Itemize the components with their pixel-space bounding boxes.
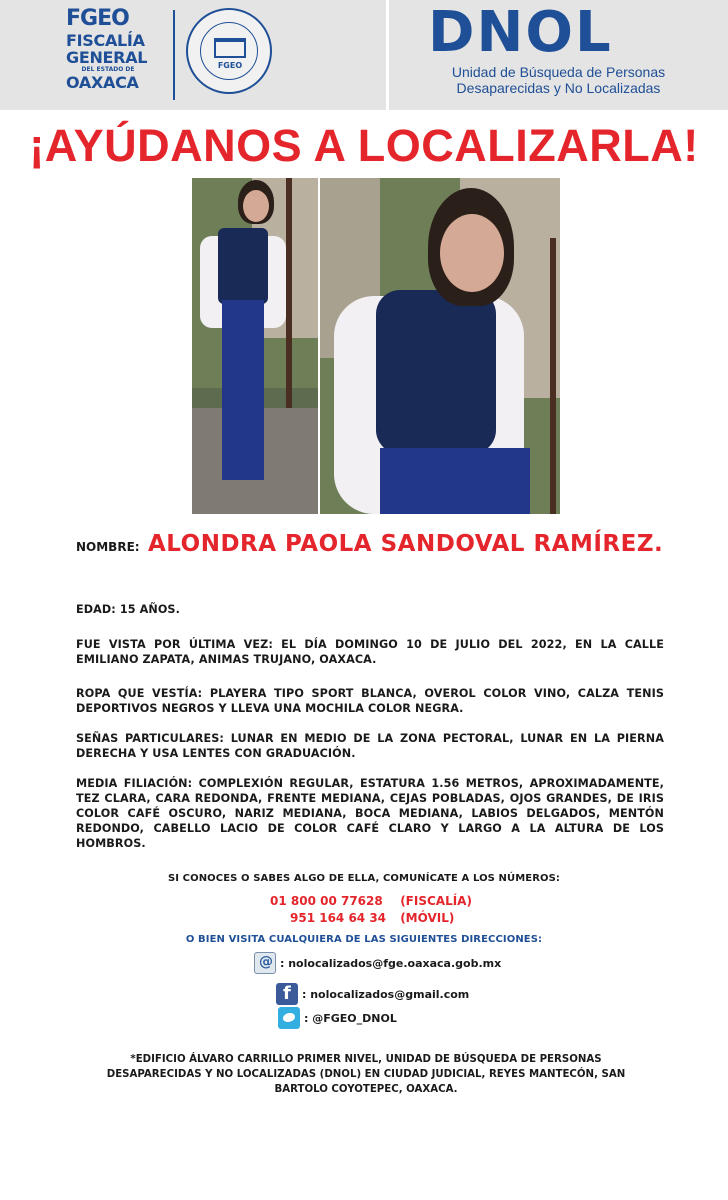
fgeo-line-oaxaca: OAXACA (66, 73, 139, 92)
contact-email-fge-text[interactable]: : nolocalizados@fge.oaxaca.gob.mx (280, 956, 502, 970)
description-text: MEDIA FILIACIÓN: COMPLEXIÓN REGULAR, ESTATURA 1.56 METROS, APROXIMADAMENTE, TEZ CLARA, CARA REDONDA, FRENTE MEDIANA, CEJAS POBLADAS, OJOS GRANDES, DE IRIS COLOR CAFÉ OSCURO, NARIZ MEDIANA, BOCA MEDIANA, LABIOS DELGADOS, MENTÓN REDONDO, CABELLO LACIO DE COLOR CAFÉ CLARO Y LARGO A LA ALTURA DE LOS HOMBROS. (76, 777, 664, 850)
contact-intro: SI CONOCES O SABES ALGO DE ELLA, COMUNÍCATE A LOS NÚMEROS: (167, 873, 561, 884)
dnol-subtitle-line1: Unidad de Búsqueda de Personas (451, 64, 666, 80)
facebook-icon (276, 983, 298, 1005)
phone-number[interactable]: 01 800 00 77628 (270, 894, 383, 908)
phone-label: (FISCALÍA) (400, 894, 472, 908)
name-label: NOMBRE: (76, 540, 140, 554)
phone-row-movil (270, 910, 570, 927)
fgeo-logo-text: FGEO (66, 5, 129, 31)
twitter-icon (278, 1007, 300, 1029)
age-text: EDAD: 15 AÑOS. (76, 603, 180, 616)
seal-building-icon (214, 38, 246, 58)
fgeo-logo (66, 4, 166, 32)
phone-list (270, 893, 570, 927)
phone-number[interactable]: 951 164 64 34 (290, 911, 387, 925)
last-seen-text: FUE VISTA POR ÚLTIMA VEZ: EL DÍA DOMINGO 10 DE JULIO DEL 2022, EN LA CALLE EMILIANO ZAPATA, ANIMAS TRUJANO, OAXACA. (76, 638, 664, 666)
clothing-text: ROPA QUE VESTÍA: PLAYERA TIPO SPORT BLANCA, OVEROL COLOR VINO, CALZA TENIS DEPORTIVOS NEGROS Y LLEVA UNA MOCHILA COLOR NEGRA. (76, 687, 664, 715)
visit-intro: O BIEN VISITA CUALQUIERA DE LAS SIGUIENTES DIRECCIONES: (185, 934, 543, 945)
contact-facebook-text[interactable]: : nolocalizados@gmail.com (302, 987, 470, 1001)
fgeo-line-general: GENERAL (66, 48, 148, 67)
fgeo-logo-block (66, 4, 166, 91)
marks-text: SEÑAS PARTICULARES: LUNAR EN MEDIO DE LA ZONA PECTORAL, LUNAR EN LA PIERNA DERECHA Y USA LENTES CON GRADUACIÓN. (76, 732, 664, 760)
contact-twitter-text[interactable]: : @FGEO_DNOL (304, 1011, 397, 1025)
phone-label: (MÓVIL) (400, 911, 455, 925)
contact-twitter (278, 1005, 397, 1031)
dnol-subtitle-line2: Desaparecidas y No Localizadas (456, 80, 661, 96)
fgeo-seal-icon (186, 8, 272, 94)
seal-text: FGEO (217, 61, 243, 70)
photo-full-body (192, 178, 318, 514)
photo-close-up (320, 178, 560, 514)
headline: ¡AYÚDANOS A LOCALIZARLA! (29, 120, 699, 171)
seal-inner-ring (200, 22, 258, 80)
header (0, 0, 728, 110)
phone-row-fiscalia (270, 893, 570, 910)
dnol-title: DNOL (428, 0, 613, 65)
fgeo-line-fiscalia: FISCALÍA (66, 31, 145, 50)
footer-address: *EDIFICIO ÁLVARO CARRILLO PRIMER NIVEL, UNIDAD DE BÚSQUEDA DE PERSONAS DESAPARECIDAS Y NO LOCALIZADAS (DNOL) EN CIUDAD JUDICIAL, REYES MANTECÓN, SAN BARTOLO COYOTEPEC, OAXACA. (106, 1054, 626, 1095)
dnol-subtitle (389, 64, 728, 96)
fgeo-header-panel (0, 0, 386, 110)
contact-facebook (276, 981, 469, 1007)
email-icon (254, 952, 276, 974)
person-name: ALONDRA PAOLA SANDOVAL RAMÍREZ. (148, 531, 664, 557)
contact-email-fge (254, 950, 501, 976)
header-logo-divider (173, 10, 175, 100)
fgeo-line-del-estado: DEL ESTADO DE (81, 66, 135, 73)
